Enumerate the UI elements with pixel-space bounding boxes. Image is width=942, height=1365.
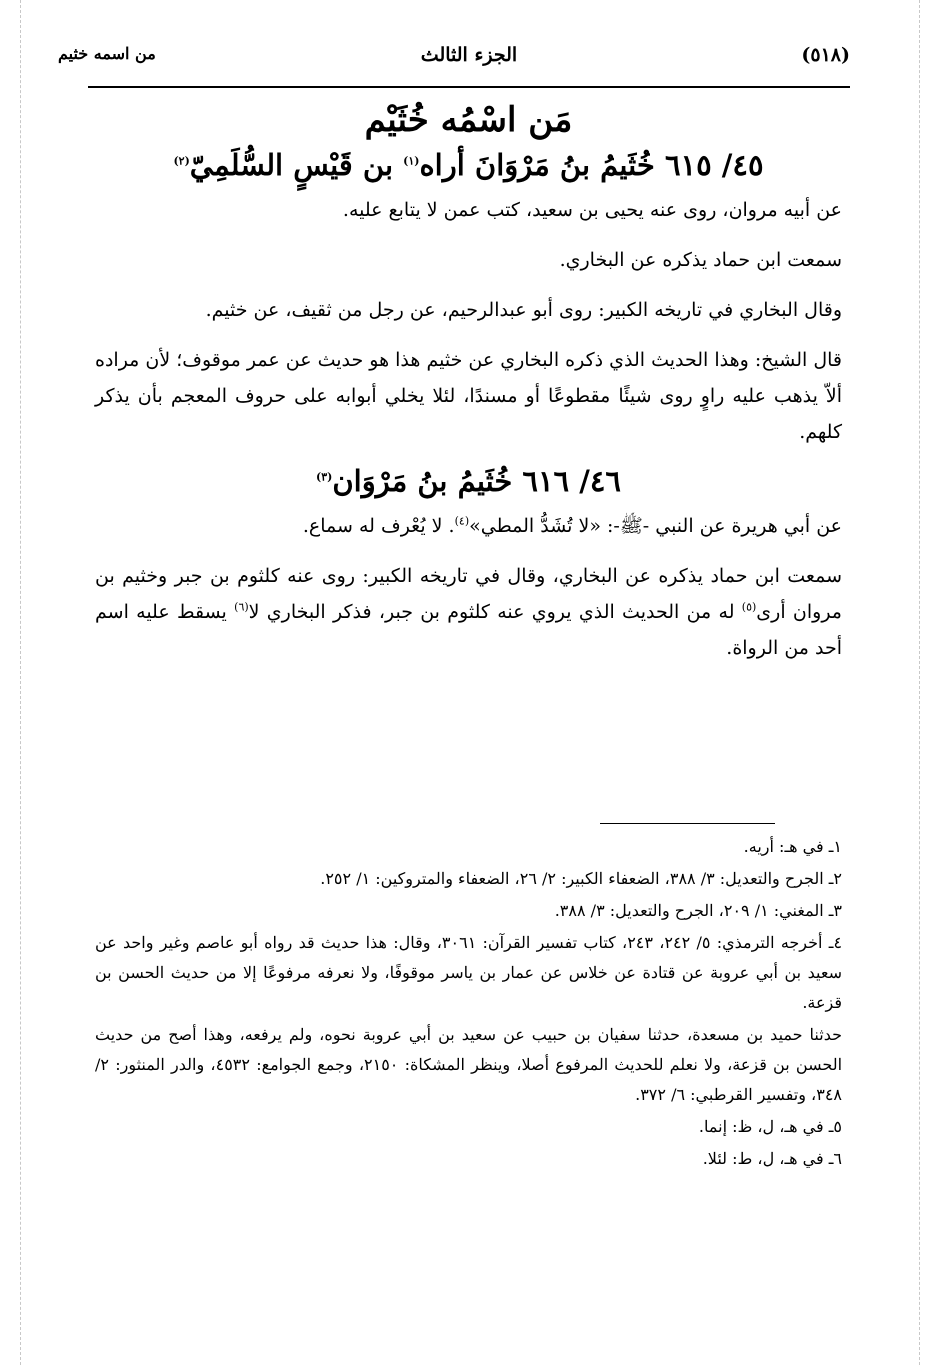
paragraph: وقال البخاري في تاريخه الكبير: روى أبو عبدالرحيم، عن رجل من ثقيف، عن خثيم. — [205, 299, 842, 321]
entry-name: ٤٥/ ٦١٥ خُثَيمُ بنُ مَرْوَانَ أراه — [419, 148, 764, 182]
running-header — [58, 40, 850, 80]
paragraph — [95, 508, 842, 544]
footnote: ٣ـ المغني: ١/ ٢٠٩، الجرح والتعديل: ٣/ ٣٨٨. — [554, 901, 842, 920]
paragraph: قال الشيخ: وهذا الحديث الذي ذكره البخاري عن خثيم هذا هو حديث عن عمر موقوف؛ لأن مراده ألاّ يذهب عليه راوٍ روى شيئًا مقطوعًا أو مسندًا، لئلا يخلي أبوابه على حروف المعجم بأن يذكر كلهم. — [95, 349, 842, 443]
footnote: ٦ـ في هـ، ل، ط: لئلا. — [702, 1149, 842, 1168]
footnote-rule — [600, 823, 775, 824]
footnote: ٥ـ في هـ، ل، ظ: إنما. — [698, 1117, 842, 1136]
footnote-ref: (٥) — [741, 600, 757, 614]
footnotes — [95, 832, 842, 1176]
paragraph — [95, 558, 842, 666]
part-label: الجزء الثالث — [420, 44, 518, 66]
text-run: له من الحديث الذي يروي عنه كلثوم بن جبر، فذكر البخاري لا — [248, 601, 742, 623]
footnote: ٢ـ الجرح والتعديل: ٣/ ٣٨٨، الضعفاء الكبير: ٢/ ٢٦، الضعفاء والمتروكين: ١/ ٢٥٢. — [320, 869, 842, 888]
header-rule — [88, 86, 850, 88]
entry-heading-616 — [95, 464, 842, 498]
footnote-ref: (٦) — [234, 600, 249, 614]
entry-name-rest: بن قَيْسٍ السُّلَمِيّ — [189, 148, 404, 182]
footnote-ref: (٣) — [315, 470, 333, 484]
text-run: يسقط عليه اسم أحد من الرواة. — [95, 601, 842, 659]
entry-name: ٤٦/ ٦١٦ خُثَيمُ بنُ مَرْوَان — [332, 464, 621, 498]
entry-heading-615 — [95, 148, 842, 182]
paragraph: سمعت ابن حماد يذكره عن البخاري. — [559, 249, 842, 271]
page-number: (٥١٨) — [801, 44, 850, 66]
footnote-ref: (٢) — [173, 154, 190, 168]
main-text — [95, 100, 842, 680]
footnote: ٤ـ أخرجه الترمذي: ٥/ ٢٤٢، ٢٤٣، كتاب تفسير القرآن: ٣٠٦١، وقال: هذا حديث قد رواه أبو عاصم وغير واحد عن سعيد بن أبي عروبة عن قتادة عن خلاس عن عمار بن ياسر موقوفًا، ولا نعرفه مرفوعًا إلا من حديث الحسن بن قزعة. — [95, 933, 843, 1012]
footnote: حدثنا حميد بن مسعدة، حدثنا سفيان بن حبيب عن سعيد بن أبي عروبة نحوه، ولم يرفعه، وهذا أصح من حديث الحسن بن قزعة، ولا نعلم للحديث المرفوع أصلا، وينظر المشكاة: ٢١٥٠، وجمع الجوامع: ٤٥٣٢، والدر المنثور: ٢/ ٣٤٨، وتفسير القرطبي: ٦/ ٣٧٢. — [95, 1025, 843, 1104]
footnote-ref: (٤) — [454, 514, 470, 528]
scan-edge-left — [20, 0, 21, 1365]
footnote-ref: (١) — [403, 154, 420, 168]
scan-edge-right — [919, 0, 920, 1365]
text-run: عن أبي هريرة عن النبي -ﷺ-: «لا تُشَدُّ المطي» — [469, 515, 842, 537]
chapter-title: مَن اسْمُه خُثَيْم — [364, 100, 573, 140]
section-label: من اسمه خثيم — [58, 44, 156, 63]
text-run: . لا يُعْرف له سماع. — [302, 515, 455, 537]
footnote: ١ـ في هـ: أريه. — [743, 837, 842, 856]
text-run: سمعت ابن حماد يذكره عن البخاري، وقال في تاريخه الكبير: روى عنه كلثوم بن جبر وخثيم بن مروان أرى — [95, 565, 842, 623]
paragraph: عن أبيه مروان، روى عنه يحيى بن سعيد، كتب عمن لا يتابع عليه. — [342, 199, 842, 221]
